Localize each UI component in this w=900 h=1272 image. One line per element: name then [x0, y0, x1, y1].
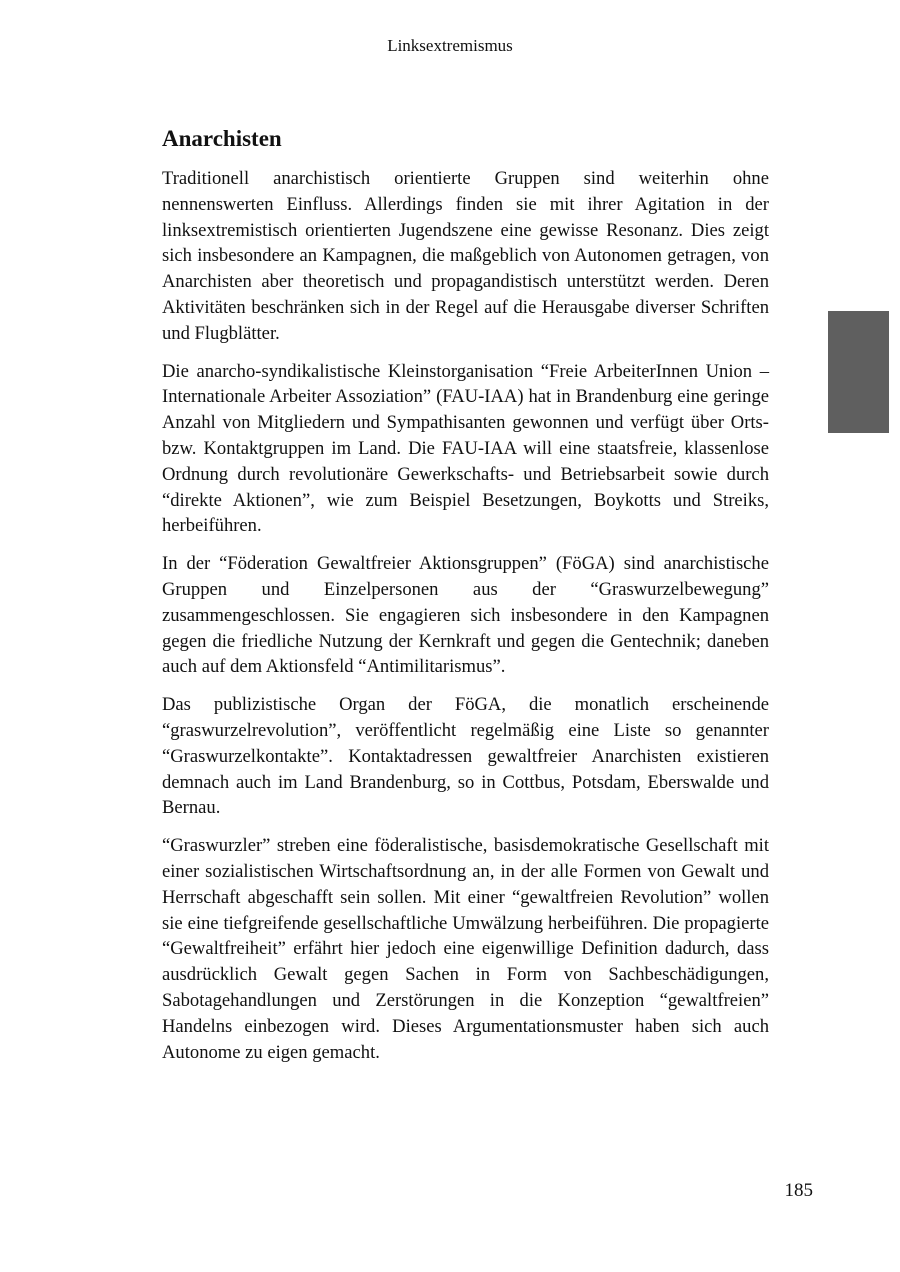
- chapter-thumb-tab: [828, 311, 889, 433]
- paragraph-4: Das publizistische Organ der FöGA, die monatlich erscheinende “graswurzelrevolution”, veröffentlicht regelmäßig eine Liste so genannter “Graswurzelkontakte”. Kontaktadressen gewaltfreier Anarchisten existieren demnach auch im Land Brandenburg, so in Cottbus, Potsdam, Eberswalde und Bernau.: [162, 694, 769, 819]
- paragraph-3: In der “Föderation Gewaltfreier Aktionsgruppen” (FöGA) sind anarchistische Gruppen und Einzelpersonen aus der “Graswurzelbewegung” zusammengeschlossen. Sie engagieren sich insbesondere in den Kampagnen gegen die friedliche Nutzung der Kernkraft und gegen die Gentechnik; daneben auch auf dem Aktionsfeld “Antimilitarismus”.: [162, 553, 769, 678]
- paragraph-2: Die anarcho-syndikalistische Kleinstorganisation “Freie ArbeiterInnen Union – Internationale Arbeiter Assoziation” (FAU-IAA) hat in Brandenburg eine geringe Anzahl von Mitgliedern und Sympathisanten gewonnen und verfügt über Orts- bzw. Kontaktgruppen im Land. Die FAU-IAA will eine staatsfreie, klassenlose Ordnung durch revolutionäre Gewerkschafts- und Betriebsarbeit sowie durch “direkte Aktionen”, wie zum Beispiel Besetzungen, Boykotts und Streiks, herbeiführen.: [162, 360, 769, 537]
- page-number: 185: [784, 1180, 813, 1201]
- paragraph-1: Traditionell anarchistisch orientierte Gruppen sind weiterhin ohne nennenswerten Einfluss. Allerdings finden sie mit ihrer Agitation in der linksextremistisch orientierten Jugendszene eine gewisse Resonanz. Dies zeigt sich insbesondere an Kampagnen, die maßgeblich von Autonomen getragen, von Anarchisten aber theoretisch und propagandistisch unterstützt werden. Deren Aktivitäten beschränken sich in der Regel auf die Herausgabe diverser Schriften und Flugblätter.: [162, 168, 769, 344]
- section-heading: Anarchisten: [162, 126, 282, 151]
- paragraph-5: “Graswurzler” streben eine föderalistische, basisdemokratische Gesellschaft mit einer sozialistischen Wirtschaftsordnung an, in der alle Formen von Gewalt und Herrschaft abgeschafft sein sollen. Mit einer “gewaltfreien Revolution” wollen sie eine tiefgreifende gesellschaftliche Umwälzung herbeiführen. Die propagierte “Gewaltfreiheit” erfährt hier jedoch eine eigenwillige Definition dadurch, dass ausdrücklich Gewalt gegen Sachen in Form von Sachbeschädigungen, Sabotagehandlungen und Zerstörungen in die Konzeption “gewaltfreien” Handelns einbezogen wird. Dieses Argumentationsmuster haben sich auch Autonome zu eigen gemacht.: [162, 835, 769, 1063]
- running-header-title: Linksextremismus: [387, 36, 513, 55]
- page-content: [162, 124, 769, 1077]
